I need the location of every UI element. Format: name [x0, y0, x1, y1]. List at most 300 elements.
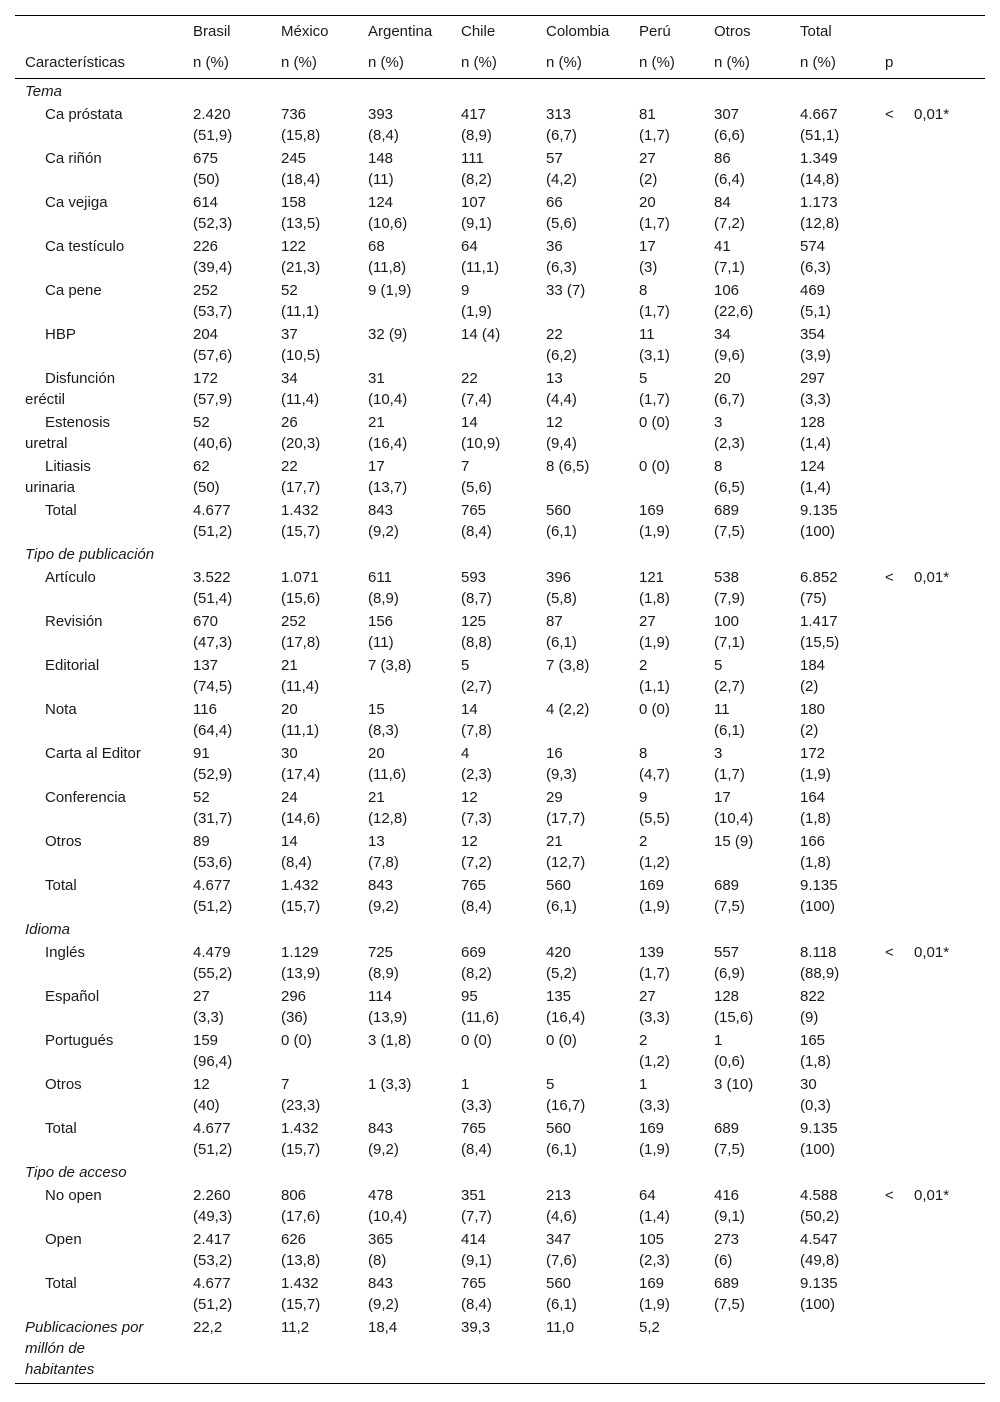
row-label-continued: urinaria [25, 479, 76, 496]
table-cell-percent: (14,6) [281, 810, 321, 827]
table-cell-count: 87 [546, 613, 563, 630]
table-cell-count: 1.173 [800, 194, 838, 211]
per-million-label: millón de [25, 1340, 86, 1357]
table-cell-percent: (17,7) [546, 810, 586, 827]
table-cell-percent: (11) [368, 171, 394, 188]
table-cell-count: 27 [193, 988, 210, 1005]
table-cell-count: 806 [281, 1187, 307, 1204]
table-cell-percent: (7,6) [546, 1252, 577, 1269]
table-cell-percent: (5,6) [546, 215, 577, 232]
table-cell-percent: (11,6) [368, 766, 407, 783]
table-cell-count: 675 [193, 150, 219, 167]
table-cell-percent: (16,4) [368, 435, 408, 452]
table-cell-count: 669 [461, 944, 487, 961]
table-cell-count: 273 [714, 1231, 740, 1248]
column-header-n-pct: n (%) [281, 54, 317, 71]
table-cell-count: 30 [800, 1076, 817, 1093]
table-cell-count: 560 [546, 1275, 572, 1292]
p-value-comparator: < [885, 944, 894, 961]
table-cell-percent: (1,1) [639, 678, 670, 695]
table-cell-count: 2 [639, 1032, 648, 1049]
table-cell-percent: (2,3) [714, 435, 745, 452]
table-cell-count: 2 [639, 657, 648, 674]
table-cell-count: 34 [281, 370, 298, 387]
table-cell-percent: (4,6) [546, 1208, 577, 1225]
table-cell-count: 41 [714, 238, 731, 255]
table-cell-count: 122 [281, 238, 307, 255]
table-cell-percent: (1,2) [639, 1053, 670, 1070]
table-cell-count: 68 [368, 238, 385, 255]
row-label: Nota [45, 701, 77, 718]
table-cell-percent: (8,2) [461, 965, 492, 982]
table-cell-count: 124 [800, 458, 826, 475]
table-cell-percent: (53,7) [193, 303, 233, 320]
table-cell-count: 13 [546, 370, 563, 387]
table-cell-count: 105 [639, 1231, 665, 1248]
table-cell-count: 7 [281, 1076, 290, 1093]
table-cell-percent: (22,6) [714, 303, 754, 320]
table-cell-count: 21 [281, 657, 298, 674]
p-value: 0,01* [914, 1187, 950, 1204]
per-million-label: Publicaciones por [25, 1319, 144, 1336]
row-label: Ca testículo [45, 238, 125, 255]
table-cell-percent: (8,4) [461, 1141, 492, 1158]
table-cell-percent: (15,6) [281, 590, 321, 607]
table-cell-count: 7 (3,8) [546, 657, 590, 674]
table-cell-percent: (13,5) [281, 215, 321, 232]
table-cell-percent: (1,4) [800, 479, 831, 496]
table-cell-percent: (51,2) [193, 1141, 233, 1158]
table-cell-percent: (50) [193, 479, 220, 496]
table-cell-percent: (7,5) [714, 1141, 745, 1158]
table-cell-count: 538 [714, 569, 740, 586]
table-cell-count: 8.118 [800, 944, 837, 961]
table-cell-count: 17 [639, 238, 656, 255]
table-cell-count: 614 [193, 194, 219, 211]
table-cell-count: 1.432 [281, 877, 319, 894]
row-label: Inglés [45, 944, 86, 961]
table-cell-count: 4.479 [193, 944, 231, 961]
table-cell-percent: (3,3) [639, 1009, 670, 1026]
table-cell-count: 139 [639, 944, 665, 961]
table-cell-percent: (4,7) [639, 766, 670, 783]
table-cell-count: 12 [461, 789, 478, 806]
table-cell-percent: (6,1) [546, 634, 577, 651]
table-cell-count: 0 (0) [639, 458, 670, 475]
table-cell-percent: (4,2) [546, 171, 577, 188]
table-cell-percent: (9,6) [714, 347, 745, 364]
row-label: Portugués [45, 1032, 114, 1049]
table-cell-percent: (1,9) [639, 898, 670, 915]
table-cell-percent: (88,9) [800, 965, 840, 982]
table-cell-count: 20 [714, 370, 731, 387]
table-cell-count: 354 [800, 326, 826, 343]
table-cell-count: 114 [368, 988, 392, 1005]
table-cell-count: 17 [714, 789, 731, 806]
table-cell-count: 1.071 [281, 569, 319, 586]
table-cell-count: 560 [546, 877, 572, 894]
column-header-country: México [281, 23, 329, 40]
table-cell-percent: (7,5) [714, 1296, 745, 1313]
table-cell-count: 252 [193, 282, 219, 299]
table-cell-percent: (1,2) [639, 854, 670, 871]
table-cell-count: 158 [281, 194, 307, 211]
section-title: Idioma [25, 921, 71, 938]
table-cell-count: 1 [461, 1076, 470, 1093]
table-cell-percent: (6,3) [546, 259, 577, 276]
table-cell-percent: (15,8) [281, 127, 321, 144]
table-cell-count: 4.677 [193, 502, 231, 519]
table-cell-count: 36 [546, 238, 563, 255]
table-cell-count: 7 [461, 458, 470, 475]
table-cell-percent: (11,8) [368, 259, 407, 276]
table-cell-percent: (11,1) [281, 303, 320, 320]
table-cell-percent: (8,4) [461, 1296, 492, 1313]
table-cell-count: 365 [368, 1231, 394, 1248]
row-label: Conferencia [45, 789, 126, 806]
p-value: 0,01* [914, 944, 950, 961]
table-cell-count: 765 [461, 502, 487, 519]
per-million-value: 39,3 [461, 1319, 491, 1336]
table-cell-percent: (5,5) [639, 810, 670, 827]
table-cell-percent: (7,7) [461, 1208, 492, 1225]
table-cell-count: 29 [546, 789, 563, 806]
table-cell-percent: (2) [800, 678, 819, 695]
table-cell-count: 81 [639, 106, 656, 123]
table-cell-percent: (6) [714, 1252, 733, 1269]
table-cell-count: 17 [368, 458, 385, 475]
table-cell-count: 11 [639, 326, 655, 343]
table-cell-percent: (9,1) [461, 1252, 492, 1269]
table-cell-percent: (17,8) [281, 634, 321, 651]
table-cell-count: 11 [714, 701, 730, 718]
table-cell-percent: (7,5) [714, 523, 745, 540]
table-cell-count: 414 [461, 1231, 487, 1248]
table-cell-count: 626 [281, 1231, 307, 1248]
table-cell-count: 159 [193, 1032, 219, 1049]
table-cell-percent: (3,3) [461, 1097, 492, 1114]
table-cell-count: 166 [800, 833, 826, 850]
table-cell-count: 21 [368, 414, 385, 431]
table-cell-count: 252 [281, 613, 307, 630]
table-cell-percent: (9,4) [546, 435, 577, 452]
table-cell-count: 4 [461, 745, 470, 762]
table-cell-count: 245 [281, 150, 307, 167]
table-cell-percent: (17,7) [281, 479, 321, 496]
table-cell-count: 22 [546, 326, 563, 343]
table-cell-percent: (100) [800, 898, 836, 915]
table-cell-count: 5 [461, 657, 470, 674]
table-cell-percent: (6,1) [546, 898, 577, 915]
table-cell-count: 4 (2,2) [546, 701, 590, 718]
table-cell-count: 13 [368, 833, 385, 850]
row-label: Otros [45, 833, 82, 850]
table-cell-percent: (9,2) [368, 898, 399, 915]
column-header-n-pct: n (%) [639, 54, 675, 71]
table-cell-count: 148 [368, 150, 394, 167]
table-cell-count: 5 [639, 370, 648, 387]
table-cell-percent: (51,1) [800, 127, 840, 144]
table-cell-count: 27 [639, 150, 656, 167]
column-header-country: Brasil [193, 23, 231, 40]
table-cell-count: 52 [193, 789, 210, 806]
table-cell-count: 347 [546, 1231, 572, 1248]
table-cell-count: 89 [193, 833, 210, 850]
table-cell-count: 100 [714, 613, 740, 630]
row-label: Editorial [45, 657, 100, 674]
table-cell-count: 14 [281, 833, 298, 850]
table-cell-percent: (100) [800, 523, 836, 540]
table-cell-percent: (11,6) [461, 1009, 500, 1026]
table-cell-percent: (10,4) [368, 1208, 408, 1225]
row-label: Ca vejiga [45, 194, 108, 211]
table-cell-count: 52 [281, 282, 298, 299]
table-cell-percent: (10,4) [368, 391, 408, 408]
table-cell-percent: (6,5) [714, 479, 745, 496]
table-cell-count: 393 [368, 106, 394, 123]
table-cell-percent: (10,4) [714, 810, 754, 827]
table-cell-percent: (15,5) [800, 634, 840, 651]
table-cell-percent: (5,1) [800, 303, 831, 320]
table-cell-count: 765 [461, 1120, 487, 1137]
table-cell-percent: (7,1) [714, 634, 745, 651]
table-cell-count: 12 [461, 833, 478, 850]
table-cell-percent: (1,8) [800, 810, 831, 827]
row-label-continued: eréctil [25, 391, 66, 408]
table-cell-count: 3 (1,8) [368, 1032, 412, 1049]
table-cell-percent: (52,3) [193, 215, 233, 232]
table-cell-count: 86 [714, 150, 731, 167]
table-cell-percent: (11,4) [281, 678, 320, 695]
table-cell-percent: (12,8) [368, 810, 408, 827]
column-header-n-pct: n (%) [193, 54, 229, 71]
table-cell-count: 4.547 [800, 1231, 838, 1248]
column-header-n-pct: n (%) [368, 54, 404, 71]
table-cell-count: 689 [714, 502, 740, 519]
table-cell-count: 478 [368, 1187, 394, 1204]
table-cell-count: 204 [193, 326, 219, 343]
table-cell-percent: (100) [800, 1296, 836, 1313]
table-cell-percent: (9,1) [461, 215, 492, 232]
table-cell-count: 0 (0) [461, 1032, 492, 1049]
table-cell-count: 3 (10) [714, 1076, 754, 1093]
table-cell-count: 0 (0) [281, 1032, 312, 1049]
table-cell-percent: (17,6) [281, 1208, 321, 1225]
table-cell-percent: (7,4) [461, 391, 492, 408]
table-cell-count: 8 (6,5) [546, 458, 590, 475]
table-cell-count: 34 [714, 326, 731, 343]
table-cell-percent: (18,4) [281, 171, 321, 188]
table-cell-percent: (1,9) [461, 303, 492, 320]
table-cell-percent: (15,7) [281, 1296, 321, 1313]
table-cell-percent: (8,9) [368, 590, 399, 607]
table-cell-percent: (8,4) [461, 898, 492, 915]
table-cell-count: 9 [461, 282, 470, 299]
table-cell-count: 822 [800, 988, 826, 1005]
table-cell-count: 14 [461, 414, 478, 431]
table-cell-count: 20 [281, 701, 298, 718]
table-cell-count: 6.852 [800, 569, 838, 586]
column-header-p: p [885, 54, 894, 71]
row-label: Disfunción [45, 370, 116, 387]
table-cell-count: 111 [461, 150, 484, 167]
table-cell-percent: (15,6) [714, 1009, 754, 1026]
row-label-continued: uretral [25, 435, 68, 452]
table-cell-percent: (51,9) [193, 127, 233, 144]
table-cell-percent: (5,8) [546, 590, 577, 607]
table-cell-percent: (1,4) [800, 435, 831, 452]
row-label: Litiasis [45, 458, 91, 475]
table-cell-count: 172 [800, 745, 826, 762]
table-cell-percent: (40,6) [193, 435, 233, 452]
table-cell-percent: (11,1) [281, 722, 320, 739]
table-cell-percent: (6,1) [714, 722, 745, 739]
table-cell-count: 66 [546, 194, 563, 211]
table-cell-count: 5 [546, 1076, 555, 1093]
table-cell-percent: (9,1) [714, 1208, 745, 1225]
table-cell-count: 1.129 [281, 944, 319, 961]
p-value: 0,01* [914, 106, 950, 123]
column-header-n-pct: n (%) [714, 54, 750, 71]
table-cell-percent: (1,7) [639, 965, 670, 982]
table-cell-percent: (8,9) [368, 965, 399, 982]
table-cell-percent: (40) [193, 1097, 220, 1114]
table-cell-count: 156 [368, 613, 394, 630]
table-cell-percent: (10,6) [368, 215, 408, 232]
row-label: Ca riñón [45, 150, 102, 167]
column-header-characteristics: Características [25, 54, 126, 71]
table-cell-count: 396 [546, 569, 572, 586]
table-cell-percent: (10,9) [461, 435, 501, 452]
table-cell-count: 107 [461, 194, 487, 211]
section-title: Tipo de publicación [25, 546, 155, 563]
table-cell-count: 27 [639, 613, 656, 630]
table-cell-percent: (8,4) [368, 127, 399, 144]
table-cell-percent: (47,3) [193, 634, 233, 651]
table-cell-percent: (4,4) [546, 391, 577, 408]
row-label: Ca próstata [45, 106, 123, 123]
table-cell-count: 593 [461, 569, 487, 586]
table-cell-count: 5 [714, 657, 723, 674]
table-cell-count: 213 [546, 1187, 572, 1204]
table-cell-count: 4.677 [193, 1275, 231, 1292]
table-cell-percent: (8,3) [368, 722, 399, 739]
table-cell-count: 169 [639, 1275, 665, 1292]
table-cell-percent: (49,8) [800, 1252, 840, 1269]
column-header-n-pct: n (%) [461, 54, 497, 71]
table-cell-percent: (51,4) [193, 590, 233, 607]
row-label: Ca pene [45, 282, 102, 299]
table-cell-count: 843 [368, 877, 394, 894]
table-cell-count: 30 [281, 745, 298, 762]
table-cell-percent: (8,2) [461, 171, 492, 188]
table-cell-count: 16 [546, 745, 563, 762]
row-label: Otros [45, 1076, 82, 1093]
table-cell-count: 172 [193, 370, 219, 387]
table-cell-count: 3 [714, 414, 723, 431]
table-cell-count: 297 [800, 370, 826, 387]
table-cell-count: 20 [639, 194, 656, 211]
per-million-value: 22,2 [193, 1319, 223, 1336]
table-cell-percent: (1,7) [639, 303, 670, 320]
table-cell-count: 180 [800, 701, 826, 718]
table-cell-percent: (14,8) [800, 171, 840, 188]
table-cell-count: 0 (0) [546, 1032, 577, 1049]
table-cell-count: 9 (1,9) [368, 282, 412, 299]
table-cell-count: 3.522 [193, 569, 231, 586]
table-cell-percent: (8,4) [461, 523, 492, 540]
table-cell-percent: (17,4) [281, 766, 321, 783]
table-cell-percent: (1,7) [639, 391, 670, 408]
table-cell-percent: (13,9) [368, 1009, 408, 1026]
table-cell-count: 469 [800, 282, 826, 299]
table-cell-percent: (3,3) [800, 391, 831, 408]
row-label: Total [45, 1275, 77, 1292]
table-cell-count: 20 [368, 745, 385, 762]
table-cell-count: 164 [800, 789, 826, 806]
table-cell-count: 4.667 [800, 106, 838, 123]
table-cell-count: 124 [368, 194, 394, 211]
row-label: Estenosis [45, 414, 111, 431]
column-header-n-pct: n (%) [800, 54, 836, 71]
table-cell-percent: (12,8) [800, 215, 840, 232]
table-cell-percent: (11) [368, 634, 394, 651]
table-cell-count: 12 [193, 1076, 210, 1093]
table-cell-percent: (57,9) [193, 391, 233, 408]
table-cell-count: 689 [714, 1275, 740, 1292]
table-cell-count: 736 [281, 106, 307, 123]
table-cell-count: 420 [546, 944, 572, 961]
column-header-country: Argentina [368, 23, 433, 40]
bottom-rule [15, 1383, 985, 1384]
table-cell-count: 3 [714, 745, 723, 762]
table-cell-percent: (20,3) [281, 435, 321, 452]
table-cell-count: 574 [800, 238, 826, 255]
p-value-comparator: < [885, 1187, 894, 1204]
table-cell-percent: (13,9) [281, 965, 321, 982]
table-cell-count: 417 [461, 106, 487, 123]
table-cell-count: 91 [193, 745, 210, 762]
table-cell-count: 125 [461, 613, 487, 630]
table-cell-count: 9.135 [800, 1275, 838, 1292]
table-cell-percent: (6,9) [714, 965, 745, 982]
table-cell-percent: (5,6) [461, 479, 492, 496]
table-cell-percent: (2,7) [461, 678, 492, 695]
table-cell-percent: (1,9) [639, 1296, 670, 1313]
table-cell-count: 121 [639, 569, 665, 586]
table-cell-percent: (7,9) [714, 590, 745, 607]
table-cell-percent: (2) [639, 171, 658, 188]
table-cell-percent: (1,8) [800, 1053, 831, 1070]
table-cell-count: 2.420 [193, 106, 231, 123]
table-cell-percent: (12,7) [546, 854, 586, 871]
row-label: Total [45, 877, 77, 894]
table-cell-count: 31 [368, 370, 385, 387]
table-cell-percent: (6,7) [546, 127, 577, 144]
table-cell-percent: (8) [368, 1252, 387, 1269]
row-label: HBP [45, 326, 76, 343]
table-cell-count: 7 (3,8) [368, 657, 412, 674]
table-cell-count: 557 [714, 944, 740, 961]
table-cell-count: 14 [461, 701, 478, 718]
table-cell-count: 21 [546, 833, 563, 850]
per-million-value: 11,2 [281, 1319, 310, 1336]
table-cell-percent: (96,4) [193, 1053, 233, 1070]
table-cell-percent: (1,4) [639, 1208, 670, 1225]
table-cell-count: 52 [193, 414, 210, 431]
table-cell-count: 22 [461, 370, 478, 387]
table-cell-count: 27 [639, 988, 656, 1005]
